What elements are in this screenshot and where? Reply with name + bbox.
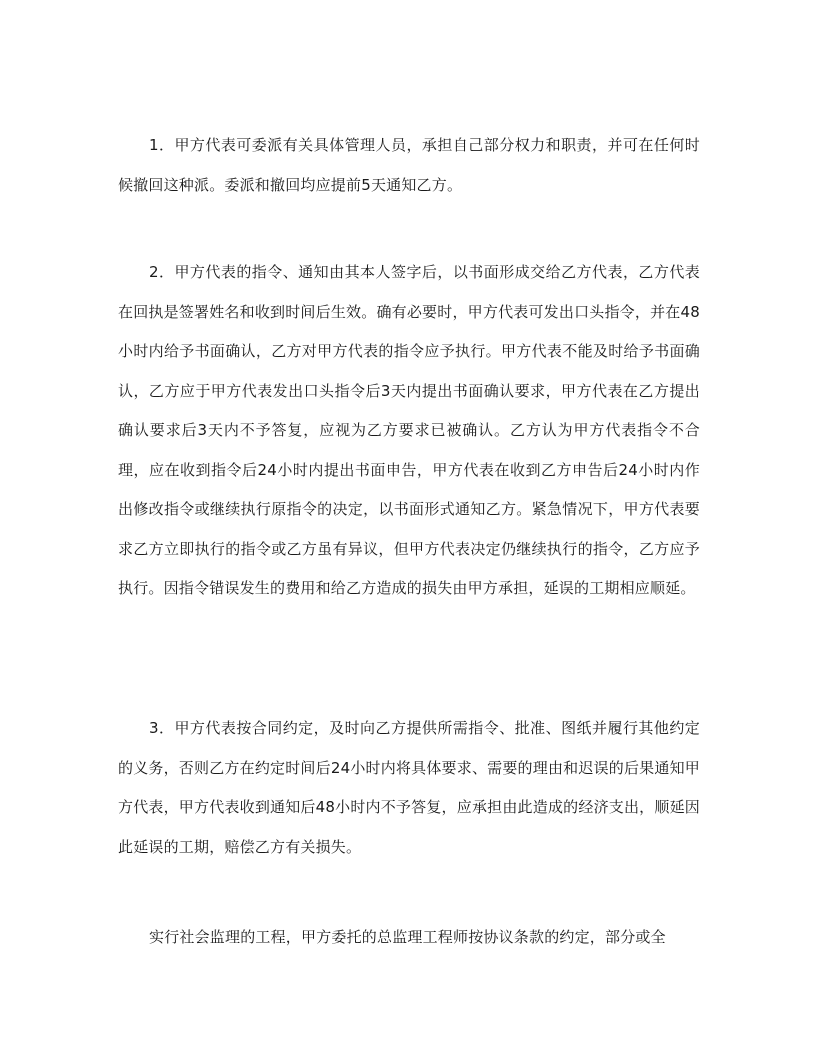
- paragraph-1: 1．甲方代表可委派有关具体管理人员，承担自己部分权力和职责，并可在任何时候撤回这种派。委派和撤回均应提前5天通知乙方。: [118, 136, 700, 194]
- paragraph-2: 2．甲方代表的指令、通知由其本人签字后，以书面形成交给乙方代表，乙方代表在回执是签署姓名和收到时间后生效。确有必要时，甲方代表可发出口头指令，并在48小时内给予书面确认，乙方对甲方代表的指令应予执行。甲方代表不能及时给予书面确认，乙方应于甲方代表发出口头指令后3天内提出书面确认要求，甲方代表在乙方提出确认要求后3天内不予答复，应视为乙方要求已被确认。乙方认为甲方代表指令不合理，应在收到指令后24小时内提出书面申告，甲方代表在收到乙方申告后24小时内作出修改指令或继续执行原指令的决定，以书面形式通知乙方。紧急情况下，甲方代表要求乙方立即执行的指令或乙方虽有异议，但甲方代表决定仍继续执行的指令，乙方应予执行。因指令错误发生的费用和给乙方造成的损失由甲方承担，延误的工期相应顺延。: [118, 263, 700, 597]
- paragraph-3: 3．甲方代表按合同约定，及时向乙方提供所需指令、批准、图纸并履行其他约定的义务，否则乙方在约定时间后24小时内将具体要求、需要的理由和迟误的后果通知甲方代表，甲方代表收到通知后48小时内不予答复，应承担由此造成的经济支出，顺延因此延误的工期，赔偿乙方有关损失。: [118, 719, 700, 856]
- paragraph-4: 实行社会监理的工程，甲方委托的总监理工程师按协议条款的约定，部分或全: [149, 928, 666, 946]
